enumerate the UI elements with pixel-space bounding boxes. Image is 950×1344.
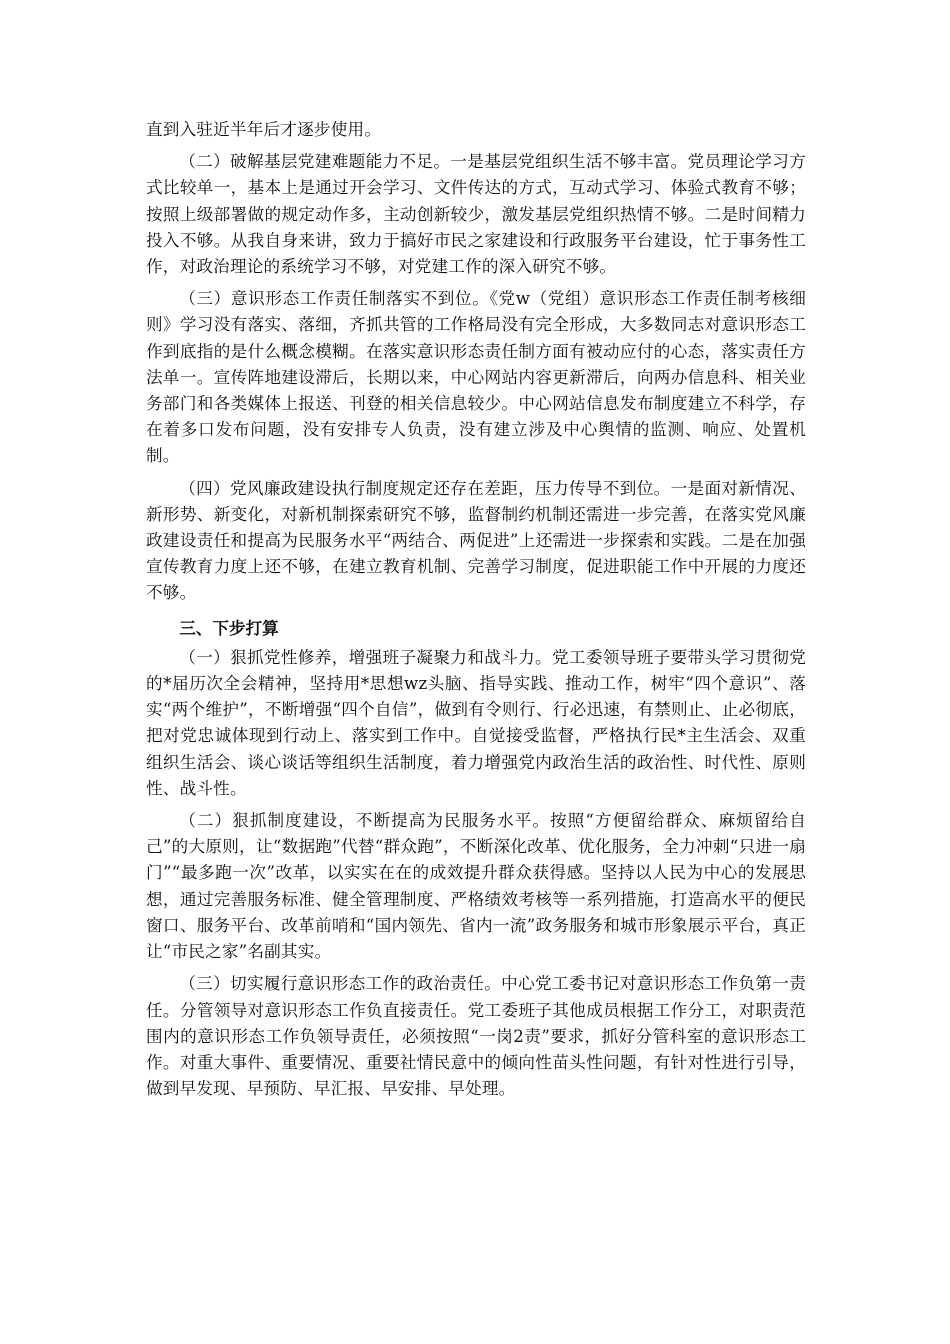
paragraph-plan-3: （三）切实履行意识形态工作的政治责任。中心党工委书记对意识形态工作负第一责任。分管领导对意识形态工作负直接责任。党工委班子其他成员根据工作分工，对职责范围内的意识形态工作负领导责任，必须按照“一岗2责”要求，抓好分管科室的意识形态工作。对重大事件、重要情况、重要社情民意中的倾向性苗头性问题，有针对性进行引导，做到早发现、早预防、早汇报、早安排、早处理。 — [146, 974, 806, 1099]
paragraph-problem-2: （二）破解基层党建难题能力不足。一是基层党组织生活不够丰富。党员理论学习方式比较单一，基本上是通过开会学习、文件传达的方式，互动式学习、体验式教育不够；按照上级部署做的规定动作多，主动创新较少，激发基层党组织热情不够。二是时间精力投入不够。从我自身来讲，致力于搞好市民之家建设和行政服务平台建设，忙于事务性工作，对政治理论的系统学习不够，对党建工作的深入研究不够。 — [146, 152, 806, 277]
document-page — [146, 117, 806, 1102]
paragraph-plan-1: （一）狠抓党性修养，增强班子凝聚力和战斗力。党工委领导班子要带头学习贯彻党的*届历次全会精神，坚持用*思想wz头脑、指导实践、推动工作，树牢“四个意识”、落实“两个维护”，不断增强“四个自信”，做到有令则行、行必迅速，有禁则止、止必彻底，把对党忠诚体现到行动上、落实到工作中。自觉接受监督，严格执行民*主生活会、双重组织生活会、谈心谈话等组织生活制度，着力增强党内政治生活的政治性、时代性、原则性、战斗性。 — [146, 647, 806, 798]
paragraph-problem-3: （三）意识形态工作责任制落实不到位。《党w（党组）意识形态工作责任制考核细则》学习没有落实、落细，齐抓共管的工作格局没有完全形成，大多数同志对意识形态工作到底指的是什么概念模糊。在落实意识形态责任制方面有被动应付的心态，落实责任方法单一。宣传阵地建设滞后，长期以来，中心网站内容更新滞后，向两办信息科、相关业务部门和各类媒体上报送、刊登的相关信息较少。中心网站信息发布制度建立不科学，存在着多口发布问题，没有安排专人负责，没有建立涉及中心舆情的监测、响应、处置机制。 — [146, 289, 806, 466]
paragraph-continuation: 直到入驻近半年后才逐步使用。 — [146, 120, 382, 139]
paragraph-problem-4: （四）党风廉政建设执行制度规定还存在差距，压力传导不到位。一是面对新情况、新形势、新变化，对新机制探索研究不够，监督制约机制还需进一步完善，在落实党风廉政建设责任和提高为民服务水平“两结合、两促进”上还需进一步探索和实践。二是在加强宣传教育力度上还不够，在建立教育机制、完善学习制度，促进职能工作中开展的力度还不够。 — [146, 478, 806, 603]
paragraph-plan-2: （二）狠抓制度建设，不断提高为民服务水平。按照“方便留给群众、麻烦留给自己”的大原则，让“数据跑”代替“群众跑”，不断深化改革、优化服务，全力冲刺“只进一扇门”“最多跑一次”改革，以实实在在的成效提升群众获得感。坚持以人民为中心的发展思想，通过完善服务标准、健全管理制度、严格绩效考核等一系列措施，打造高水平的便民窗口、服务平台、改革前哨和“国内领先、省内一流”政务服务和城市形象展示平台，真正让“市民之家”名副其实。 — [146, 811, 806, 962]
section-heading: 三、下步打算 — [179, 617, 279, 638]
